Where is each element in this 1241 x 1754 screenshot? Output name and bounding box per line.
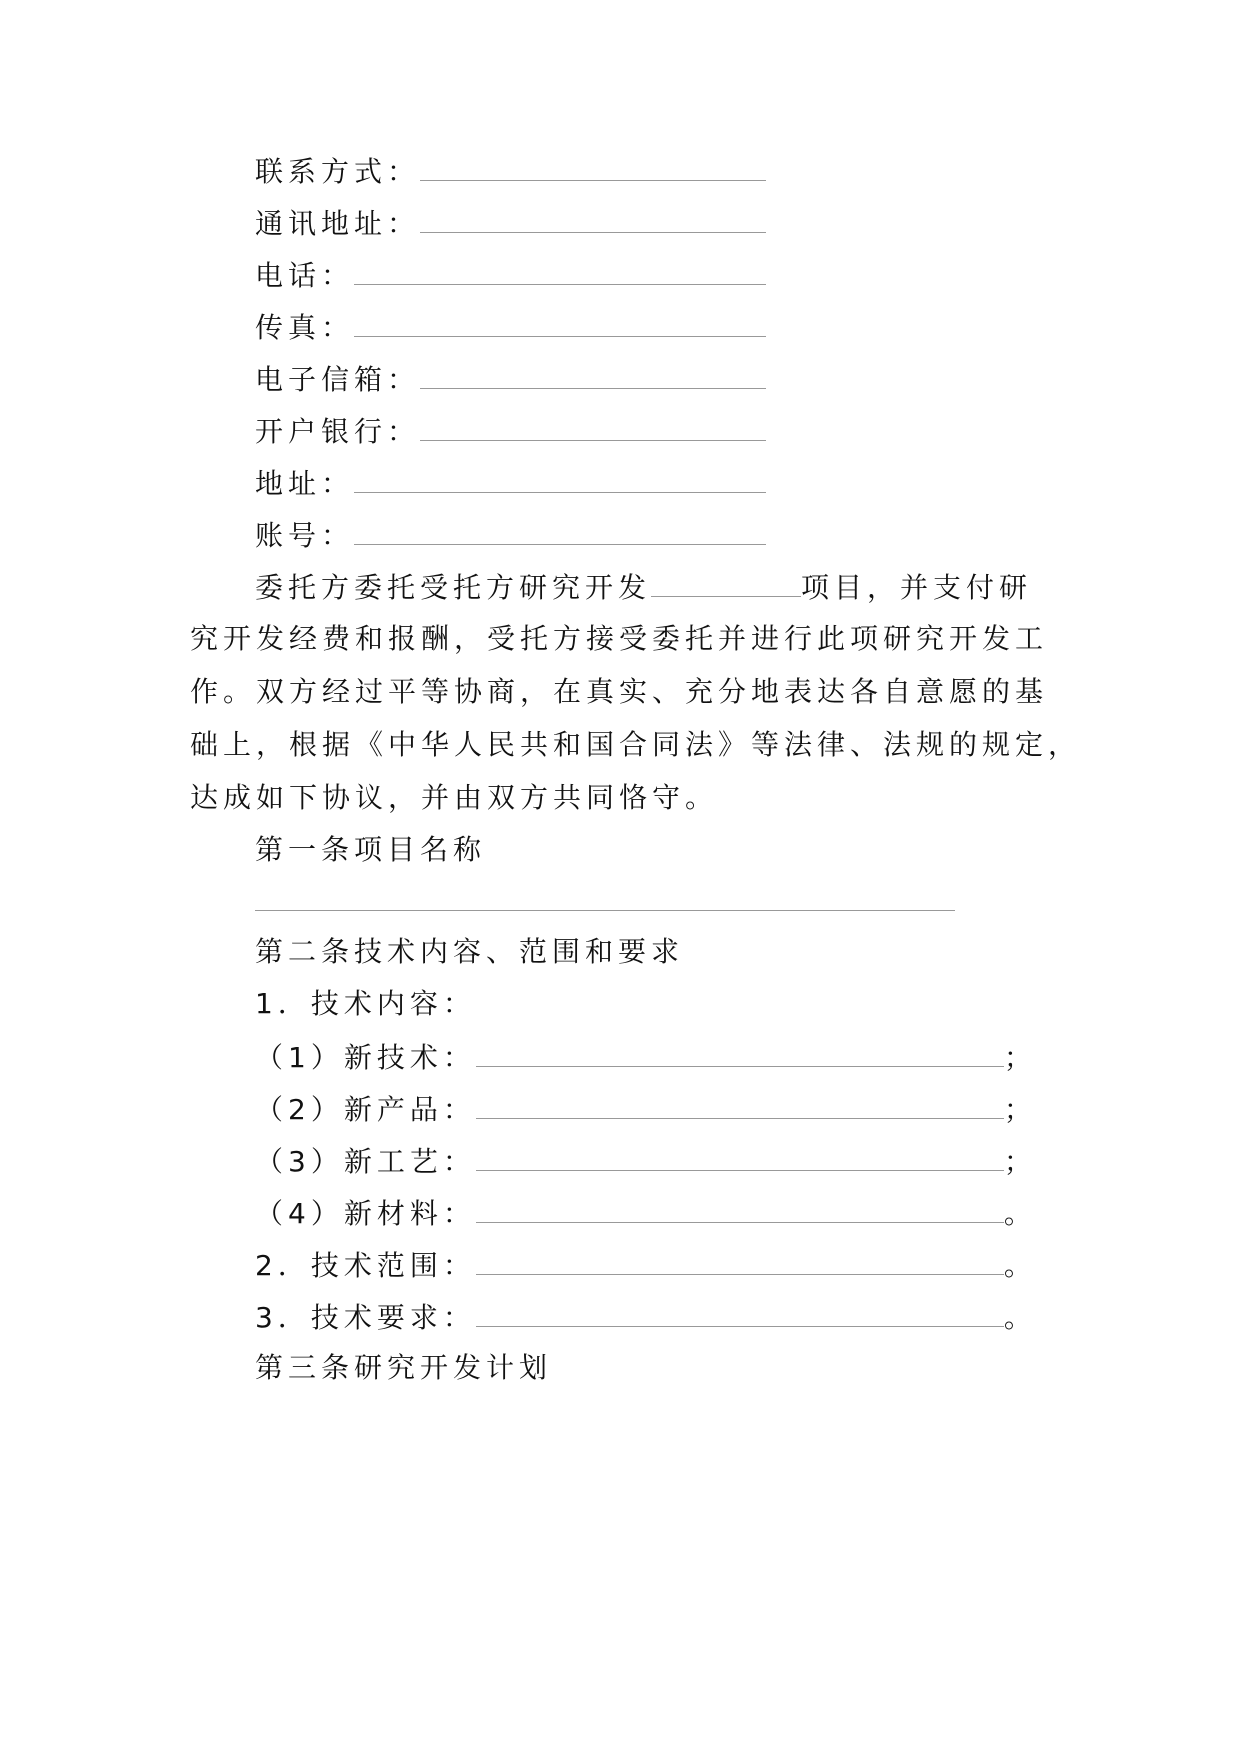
blank-line	[420, 204, 766, 233]
punct: 。	[1003, 1249, 1037, 1282]
blank-line	[420, 152, 766, 181]
field-label: 传真：	[255, 311, 355, 344]
article-2-item	[255, 1142, 1037, 1178]
intro-line	[255, 568, 1032, 604]
item-label: （4）新材料：	[255, 1197, 476, 1230]
blank-line	[354, 308, 766, 337]
item-label: （1）新技术：	[255, 1041, 476, 1074]
field-label: 地址：	[255, 467, 355, 500]
blank-line	[255, 910, 955, 911]
article-2-item	[255, 1298, 1037, 1334]
blank-line	[476, 1038, 1004, 1067]
item-label: （2）新产品：	[255, 1093, 476, 1126]
contact-field	[255, 152, 766, 188]
content-label: 1．技术内容：	[255, 987, 476, 1020]
item-label: 2．技术范围：	[255, 1249, 476, 1282]
contact-field	[255, 360, 766, 396]
blank-line	[651, 568, 801, 597]
intro-text: 项目，并支付研	[801, 571, 1033, 604]
blank-line	[476, 1298, 1004, 1327]
field-label: 通讯地址：	[255, 207, 421, 240]
blank-line	[476, 1090, 1004, 1119]
article-2-item	[255, 1038, 1037, 1074]
blank-line	[476, 1142, 1004, 1171]
blank-line	[354, 516, 766, 545]
contact-field	[255, 412, 766, 448]
blank-line	[354, 256, 766, 285]
item-label: 3．技术要求：	[255, 1301, 476, 1334]
intro-line: 达成如下协议，并由双方共同恪守。	[190, 781, 719, 814]
contact-field	[255, 204, 766, 240]
field-label: 账号：	[255, 519, 355, 552]
blank-line	[354, 464, 766, 493]
punct: ；	[1003, 1041, 1037, 1074]
article-2-item	[255, 1194, 1037, 1230]
blank-line	[420, 412, 766, 441]
intro-line: 究开发经费和报酬，受托方接受委托并进行此项研究开发工	[190, 622, 1049, 655]
punct: ；	[1003, 1145, 1037, 1178]
contact-field	[255, 464, 766, 500]
item-label: （3）新工艺：	[255, 1145, 476, 1178]
contact-field	[255, 516, 766, 552]
field-label: 电话：	[255, 259, 355, 292]
punct: 。	[1003, 1197, 1037, 1230]
contact-field	[255, 308, 766, 344]
intro-line: 作。双方经过平等协商，在真实、充分地表达各自意愿的基	[190, 675, 1049, 708]
blank-line	[476, 1246, 1004, 1275]
intro-text: 委托方委托受托方研究开发	[255, 571, 652, 604]
field-label: 开户银行：	[255, 415, 421, 448]
blank-line	[476, 1194, 1004, 1223]
article-3-title: 第三条研究开发计划	[255, 1351, 553, 1384]
blank-line	[420, 360, 766, 389]
article-2-item	[255, 1246, 1037, 1282]
article-2-title: 第二条技术内容、范围和要求	[255, 935, 685, 968]
field-label: 电子信箱：	[255, 363, 421, 396]
contact-field	[255, 256, 766, 292]
article-2-item	[255, 1090, 1037, 1126]
intro-line: 础上，根据《中华人民共和国合同法》等法律、法规的规定，	[190, 728, 1082, 761]
punct: ；	[1003, 1093, 1037, 1126]
field-label: 联系方式：	[255, 155, 421, 188]
article-1-title: 第一条项目名称	[255, 833, 487, 866]
punct: 。	[1003, 1301, 1037, 1334]
